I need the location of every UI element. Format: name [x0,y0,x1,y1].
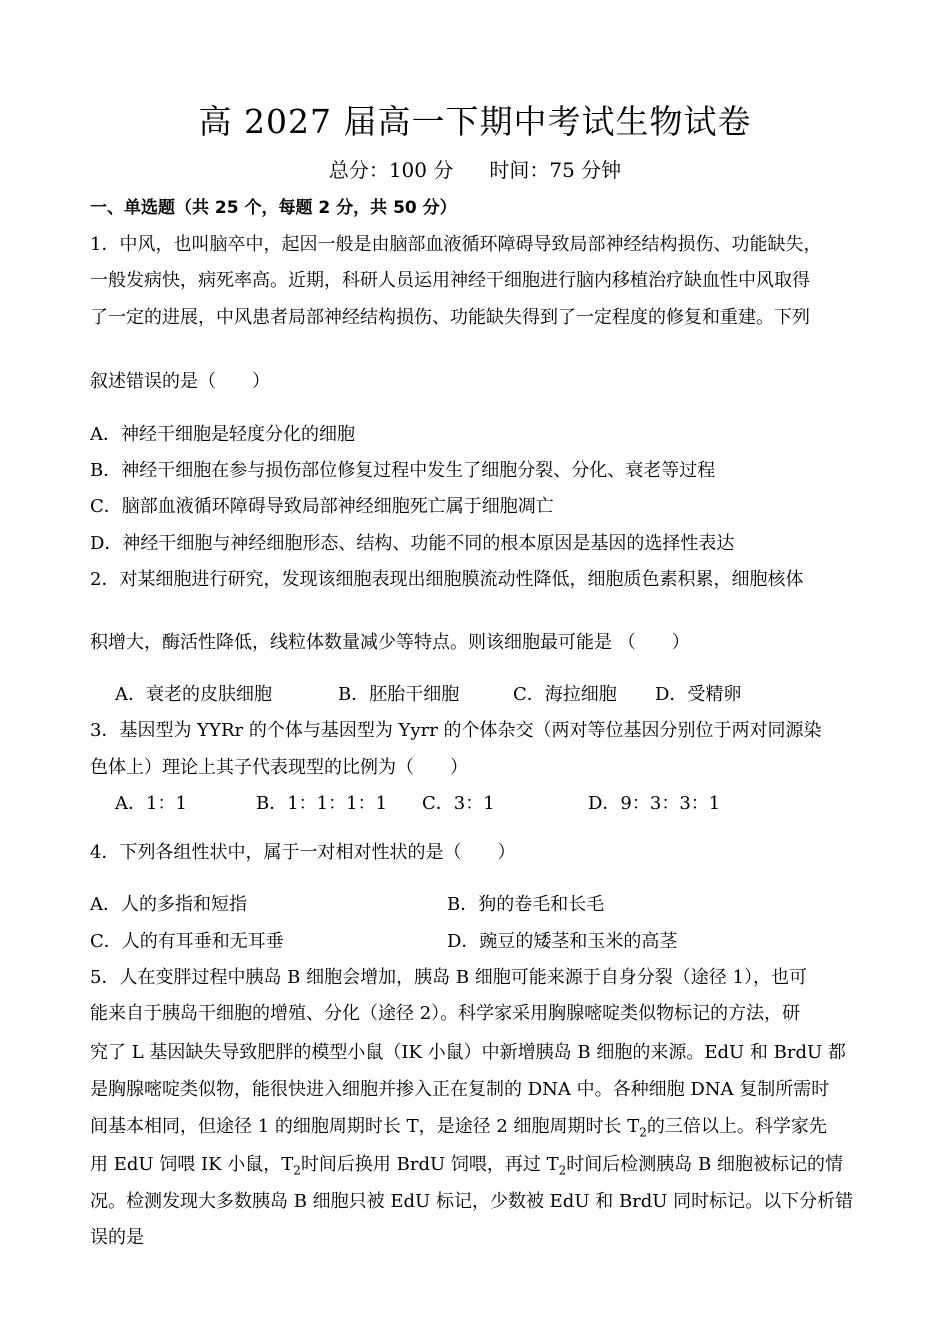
question-1-line: 1．中风，也叫脑卒中，起因一般是由脑部血液循环障碍导致局部神经结构损伤、功能缺失， [90,234,822,255]
question-5-text: 时间后换用 BrdU 饲喂，再过 T [300,1154,559,1175]
question-1-option-a: A．神经干细胞是轻度分化的细胞 [90,424,355,445]
exam-time: 时间：75 分钟 [489,158,622,182]
question-4-option-b: B．狗的卷毛和长毛 [447,894,605,915]
question-2-option-c: C．海拉细胞 [513,684,617,705]
question-3-line: 3．基因型为 YYRr 的个体与基因型为 Yyrr 的个体杂交（两对等位基因分别位于两对同源染 [90,720,822,741]
total-score: 总分：100 分 [328,158,454,182]
question-5-line: 究了 L 基因缺失导致肥胖的模型小鼠（IK 小鼠）中新增胰岛 B 细胞的来源。EdU 和 BrdU 都 [90,1042,846,1063]
question-3-option-a: A．1：1 [115,793,187,814]
question-2-option-d: D．受精卵 [655,684,742,705]
question-5-line: 能来自于胰岛干细胞的增殖、分化（途径 2）。科学家采用胸腺嘧啶类似物标记的方法，研 [90,1003,801,1024]
question-1-line: 叙述错误的是（ ） [90,371,270,392]
subscript: 2 [558,1163,567,1178]
question-2-line: 积增大，酶活性降低，线粒体数量减少等特点。则该细胞最可能是 （ ） [90,632,690,653]
question-4-option-d: D．豌豆的矮茎和玉米的高茎 [447,931,678,952]
question-2-line: 2．对某细胞进行研究，发现该细胞表现出细胞膜流动性降低，细胞质色素积累，细胞核体 [90,569,804,590]
question-4-line: 4．下列各组性状中，属于一对相对性状的是（ ） [90,842,516,863]
question-3-option-c: C．3：1 [422,793,495,814]
question-3-option-b: B．1：1：1：1 [256,793,388,814]
question-1-option-b: B．神经干细胞在参与损伤部位修复过程中发生了细胞分裂、分化、衰老等过程 [90,460,716,481]
question-5-text: 时间后检测胰岛 B 细胞被标记的情 [566,1154,843,1175]
question-2-option-b: B．胚胎干细胞 [338,684,460,705]
question-1-line: 一般发病快，病死率高。近期，科研人员运用神经干细胞进行脑内移植治疗缺血性中风取得 [90,270,810,291]
question-3-line: 色体上）理论上其子代表现型的比例为（ ） [90,757,468,778]
question-5-line: 误的是 [90,1227,144,1248]
question-5-text: 间基本相同，但途径 1 的细胞周期时长 T，是途径 2 细胞周期时长 T [90,1116,640,1137]
question-5-line: 5．人在变胖过程中胰岛 B 细胞会增加，胰岛 B 细胞可能来源于自身分裂（途径 1），也可 [90,967,807,988]
question-1-option-d: D．神经干细胞与神经细胞形态、结构、功能不同的根本原因是基因的选择性表达 [90,533,735,554]
exam-title: 高 2027 届高一下期中考试生物试卷 [198,102,752,141]
question-4-option-a: A．人的多指和短指 [90,894,247,915]
question-5-line: 况。检测发现大多数胰岛 B 细胞只被 EdU 标记，少数被 EdU 和 BrdU 同时标记。以下分析错 [90,1191,854,1212]
question-5-line: 是胸腺嘧啶类似物，能很快进入细胞并掺入正在复制的 DNA 中。各种细胞 DNA 复制所需时 [90,1079,830,1100]
section-heading: 一、单选题（共 25 个，每题 2 分，共 50 分） [90,198,457,218]
question-1-line: 了一定的进展，中风患者局部神经结构损伤、功能缺失得到了一定程度的修复和重建。下列 [90,307,810,328]
question-5-text: 的三倍以上。科学家先 [646,1116,827,1137]
exam-info [0,154,950,183]
subscript: 2 [293,1163,301,1178]
subscript: 2 [639,1125,647,1140]
question-5-line [90,1112,870,1140]
question-2-option-a: A．衰老的皮肤细胞 [115,684,272,705]
question-5-text: 用 EdU 饲喂 IK 小鼠，T [90,1154,294,1175]
question-5-line [90,1150,870,1178]
question-3-option-d: D．9：3：3：1 [588,793,721,814]
question-1-option-c: C．脑部血液循环障碍导致局部神经细胞死亡属于细胞凋亡 [90,496,554,517]
question-4-option-c: C．人的有耳垂和无耳垂 [90,931,284,952]
